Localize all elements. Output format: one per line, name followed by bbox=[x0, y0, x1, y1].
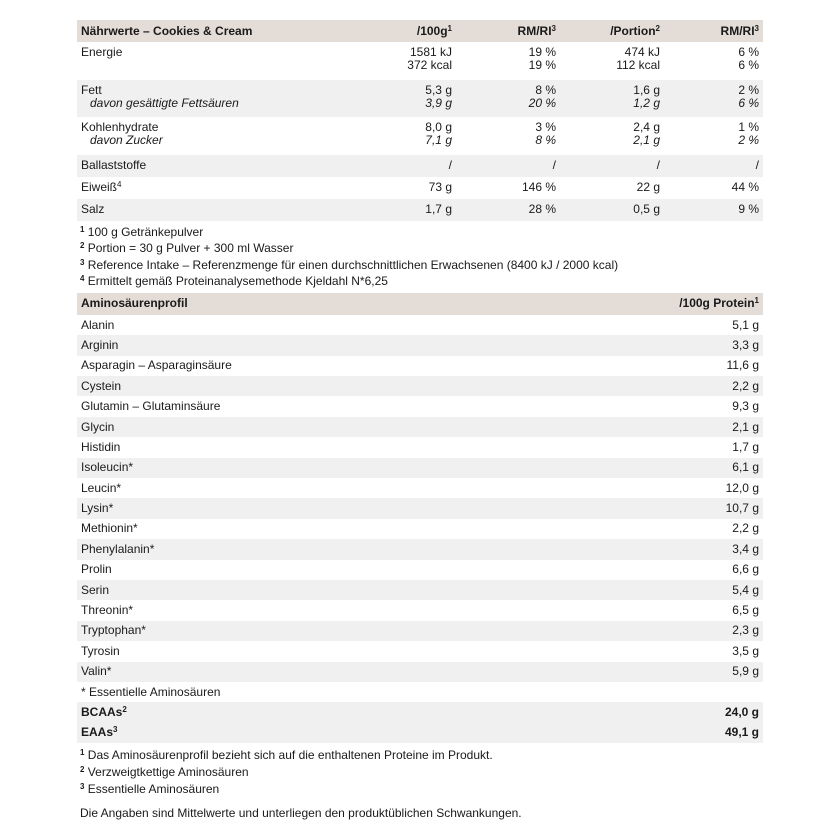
nutrient-label bbox=[77, 177, 353, 199]
amino-value: 11,6 g bbox=[726, 358, 759, 373]
amino-value: 5,4 g bbox=[577, 580, 763, 600]
document bbox=[77, 20, 763, 821]
value-main: 0,5 g bbox=[633, 202, 660, 216]
nutrient-value bbox=[664, 155, 763, 177]
amino-name: Tyrosin bbox=[81, 643, 120, 658]
nutrition-header-row bbox=[77, 20, 763, 42]
nutrient-value bbox=[353, 42, 456, 80]
nutrient-value bbox=[664, 177, 763, 199]
value-main: 22 g bbox=[636, 180, 660, 194]
amino-row bbox=[77, 437, 763, 457]
value-main: 1,7 g bbox=[425, 202, 452, 216]
footnote-text: Reference Intake – Referenzmenge für einen durchschnittlichen Erwachsenen (8400 kJ / 2000 kcal) bbox=[87, 257, 619, 272]
value-main: 3 % bbox=[535, 120, 556, 134]
nutrient-value bbox=[456, 155, 560, 177]
nutrition-table bbox=[77, 20, 763, 293]
footnote-text: Portion = 30 g Pulver + 300 ml Wasser bbox=[87, 241, 294, 256]
amino-value: 5,1 g bbox=[732, 317, 759, 332]
value-main: 1,6 g bbox=[633, 82, 660, 97]
nutrient-label bbox=[77, 42, 353, 80]
nutrient-sub-label: davon Zucker bbox=[90, 133, 163, 147]
value-main: / bbox=[552, 158, 556, 172]
eaa-row bbox=[77, 723, 763, 743]
footnote-number: 3 bbox=[80, 781, 85, 791]
footnote-number: 3 bbox=[80, 257, 85, 267]
amino-table bbox=[77, 293, 763, 743]
value-sub: 2,1 g bbox=[633, 133, 660, 147]
amino-name: Methionin* bbox=[81, 521, 138, 536]
header-per-100g: $/100g^1$ bbox=[353, 20, 456, 42]
value-sub: 8 % bbox=[535, 133, 556, 147]
amino-value: 10,7 g bbox=[577, 498, 763, 518]
value-main: / bbox=[448, 158, 452, 172]
amino-name: Valin* bbox=[77, 662, 577, 682]
header-ri-portion: $RM/RI^3$ bbox=[664, 20, 763, 42]
nutrient-value bbox=[456, 80, 560, 118]
nutrient-value bbox=[353, 155, 456, 177]
value-sub: 6 % bbox=[738, 58, 759, 72]
amino-value: 3,5 g bbox=[732, 643, 759, 658]
footnote-text: Verzweigtkettige Aminosäuren bbox=[87, 764, 249, 779]
value-main: 28 % bbox=[528, 202, 556, 216]
bcaa-row bbox=[77, 702, 763, 722]
amino-row bbox=[77, 662, 763, 682]
amino-name: Asparagin – Asparaginsäure bbox=[81, 358, 232, 373]
nutrient-value bbox=[456, 117, 560, 155]
value-sub: 20 % bbox=[528, 95, 556, 110]
nutrient-value bbox=[664, 80, 763, 118]
amino-row bbox=[77, 417, 763, 437]
nutrient-value bbox=[353, 117, 456, 155]
nutrition-row bbox=[77, 155, 763, 177]
eaa-value: 49,1 g bbox=[577, 723, 763, 743]
footnote bbox=[80, 764, 760, 781]
amino-name: Tryptophan* bbox=[77, 621, 577, 641]
amino-name: Phenylalanin* bbox=[77, 539, 577, 559]
amino-value: 3,4 g bbox=[577, 539, 763, 559]
amino-name: Cystein bbox=[77, 376, 577, 396]
nutrient-sub-label: davon gesättigte Fettsäuren bbox=[90, 95, 239, 110]
nutrient-value bbox=[560, 177, 664, 199]
amino-row bbox=[77, 376, 763, 396]
value-main: 6 % bbox=[738, 45, 759, 59]
amino-value: 2,1 g bbox=[577, 417, 763, 437]
amino-name: Isoleucin* bbox=[77, 458, 577, 478]
nutrient-value bbox=[353, 177, 456, 199]
nutrient-name: Salz bbox=[81, 202, 105, 216]
nutrition-row bbox=[77, 80, 763, 118]
nutrient-label bbox=[77, 117, 353, 155]
nutrient-value bbox=[664, 117, 763, 155]
nutrient-label bbox=[77, 80, 353, 118]
amino-value: 12,0 g bbox=[725, 480, 759, 495]
nutrition-row bbox=[77, 117, 763, 155]
amino-value: 3,3 g bbox=[577, 335, 763, 355]
nutrient-value bbox=[664, 42, 763, 80]
value-main: 9 % bbox=[738, 202, 759, 216]
nutrient-value bbox=[560, 155, 664, 177]
nutrient-name: Fett bbox=[81, 82, 102, 97]
eaa-label: EAAs$^3$ bbox=[77, 723, 577, 743]
amino-value: 2,3 g bbox=[577, 621, 763, 641]
nutrition-header-title: Nährwerte – Cookies & Cream bbox=[77, 20, 353, 42]
value-main: 19 % bbox=[528, 45, 556, 59]
amino-value: 6,1 g bbox=[577, 458, 763, 478]
value-sub: 6 % bbox=[738, 95, 759, 110]
value-main: / bbox=[656, 158, 660, 172]
nutrition-row bbox=[77, 42, 763, 80]
value-main: 2,4 g bbox=[633, 120, 660, 134]
value-main: 44 % bbox=[731, 180, 759, 194]
footnote-number: 4 bbox=[80, 274, 85, 284]
bcaa-label: BCAAs$^2$ bbox=[77, 702, 577, 722]
amino-value: 1,7 g bbox=[732, 439, 759, 454]
footnote-number: 1 bbox=[80, 224, 85, 234]
nutrition-row bbox=[77, 177, 763, 199]
nutrient-value bbox=[456, 42, 560, 80]
amino-value: 5,9 g bbox=[577, 662, 763, 682]
value-main: 2 % bbox=[738, 82, 759, 97]
amino-name: Histidin bbox=[81, 439, 121, 454]
amino-row bbox=[77, 315, 763, 335]
footnote-number: 2 bbox=[80, 764, 85, 774]
amino-row bbox=[77, 458, 763, 478]
value-sub: 2 % bbox=[738, 133, 759, 147]
amino-name: Leucin* bbox=[81, 480, 122, 495]
footnote-text: Das Aminosäurenprofil bezieht sich auf die enthaltenen Proteine im Produkt. bbox=[87, 748, 493, 763]
value-sub: 372 kcal bbox=[407, 58, 452, 72]
value-sub: 112 kcal bbox=[616, 58, 660, 72]
amino-value: 9,3 g bbox=[732, 399, 759, 414]
value-main: 1581 kJ bbox=[409, 45, 452, 59]
amino-row bbox=[77, 335, 763, 355]
nutrient-value bbox=[664, 199, 763, 221]
amino-name: Prolin bbox=[81, 562, 112, 577]
amino-name: Alanin bbox=[81, 317, 115, 332]
amino-header-unit: /100g Protein$^1$ bbox=[577, 293, 763, 315]
amino-row bbox=[77, 539, 763, 559]
nutrient-value bbox=[560, 42, 664, 80]
amino-row bbox=[77, 580, 763, 600]
value-sub: 3,9 g bbox=[425, 95, 452, 110]
bcaa-value: 24,0 g bbox=[577, 702, 763, 722]
essential-note: * Essentielle Aminosäuren bbox=[81, 684, 221, 699]
amino-name: Lysin* bbox=[77, 498, 577, 518]
value-main: 8 % bbox=[535, 82, 556, 97]
nutrition-footnotes bbox=[77, 221, 763, 293]
header-ri-100g: $RM/RI^3$ bbox=[456, 20, 560, 42]
value-main: 5,3 g bbox=[425, 82, 452, 97]
value-main: 8,0 g bbox=[425, 120, 452, 134]
footnote-number: 1 bbox=[80, 748, 85, 758]
amino-name: Glycin bbox=[77, 417, 577, 437]
nutrient-name: Ballaststoffe bbox=[81, 158, 147, 172]
nutrient-name-footnote: 4 bbox=[117, 180, 122, 189]
amino-row bbox=[77, 600, 763, 620]
nutrient-value bbox=[456, 177, 560, 199]
amino-row bbox=[77, 356, 763, 376]
amino-name: Arginin bbox=[77, 335, 577, 355]
footnote bbox=[80, 781, 760, 798]
footnote bbox=[80, 224, 760, 241]
amino-name: Glutamin – Glutaminsäure bbox=[81, 399, 221, 414]
nutrient-value bbox=[560, 80, 664, 118]
amino-footnotes bbox=[77, 743, 763, 797]
nutrient-label bbox=[77, 155, 353, 177]
amino-name: Serin bbox=[77, 580, 577, 600]
footnote bbox=[80, 240, 760, 257]
nutrient-label bbox=[77, 199, 353, 221]
amino-value: 2,2 g bbox=[732, 521, 759, 536]
nutrient-value bbox=[560, 199, 664, 221]
amino-row bbox=[77, 621, 763, 641]
footnote-text: Essentielle Aminosäuren bbox=[87, 781, 220, 796]
value-main: 474 kJ bbox=[624, 45, 660, 59]
nutrient-value bbox=[560, 117, 664, 155]
value-main: / bbox=[755, 158, 759, 172]
amino-value: 6,5 g bbox=[732, 603, 759, 618]
nutrient-name: Eiweiß bbox=[81, 180, 118, 194]
footnote-text: Ermittelt gemäß Proteinanalysemethode Kjeldahl N*6,25 bbox=[87, 274, 388, 289]
amino-row bbox=[77, 519, 763, 539]
nutrient-value bbox=[353, 80, 456, 118]
amino-row bbox=[77, 498, 763, 518]
footnote bbox=[80, 273, 760, 290]
amino-header-title: Aminosäurenprofil bbox=[77, 293, 577, 315]
nutrient-name: Energie bbox=[81, 45, 123, 59]
value-sub: 1,2 g bbox=[633, 95, 660, 110]
amino-header-row bbox=[77, 293, 763, 315]
value-main: 73 g bbox=[428, 180, 452, 194]
value-sub: 19 % bbox=[528, 58, 556, 72]
value-main: 146 % bbox=[521, 180, 556, 194]
nutrition-row bbox=[77, 199, 763, 221]
footnote-number: 2 bbox=[80, 241, 85, 251]
amino-row bbox=[77, 396, 763, 416]
header-per-portion: /Portion$^2$ bbox=[560, 20, 664, 42]
amino-row bbox=[77, 641, 763, 661]
amino-row bbox=[77, 560, 763, 580]
nutrient-name: Kohlenhydrate bbox=[81, 120, 159, 134]
value-sub: 7,1 g bbox=[425, 133, 452, 147]
value-main: 1 % bbox=[738, 120, 759, 134]
amino-row bbox=[77, 478, 763, 498]
amino-value: 6,6 g bbox=[732, 562, 759, 577]
amino-value: 2,2 g bbox=[577, 376, 763, 396]
nutrient-value bbox=[456, 199, 560, 221]
footnote bbox=[80, 747, 760, 764]
disclaimer: Die Angaben sind Mittelwerte und unterliegen den produktüblichen Schwankungen. bbox=[80, 806, 522, 821]
footnote-text: 100 g Getränkepulver bbox=[87, 224, 204, 239]
amino-name: Threonin* bbox=[81, 603, 134, 618]
nutrient-value bbox=[353, 199, 456, 221]
nutrient-sub-label bbox=[81, 59, 349, 72]
footnote bbox=[80, 257, 760, 274]
